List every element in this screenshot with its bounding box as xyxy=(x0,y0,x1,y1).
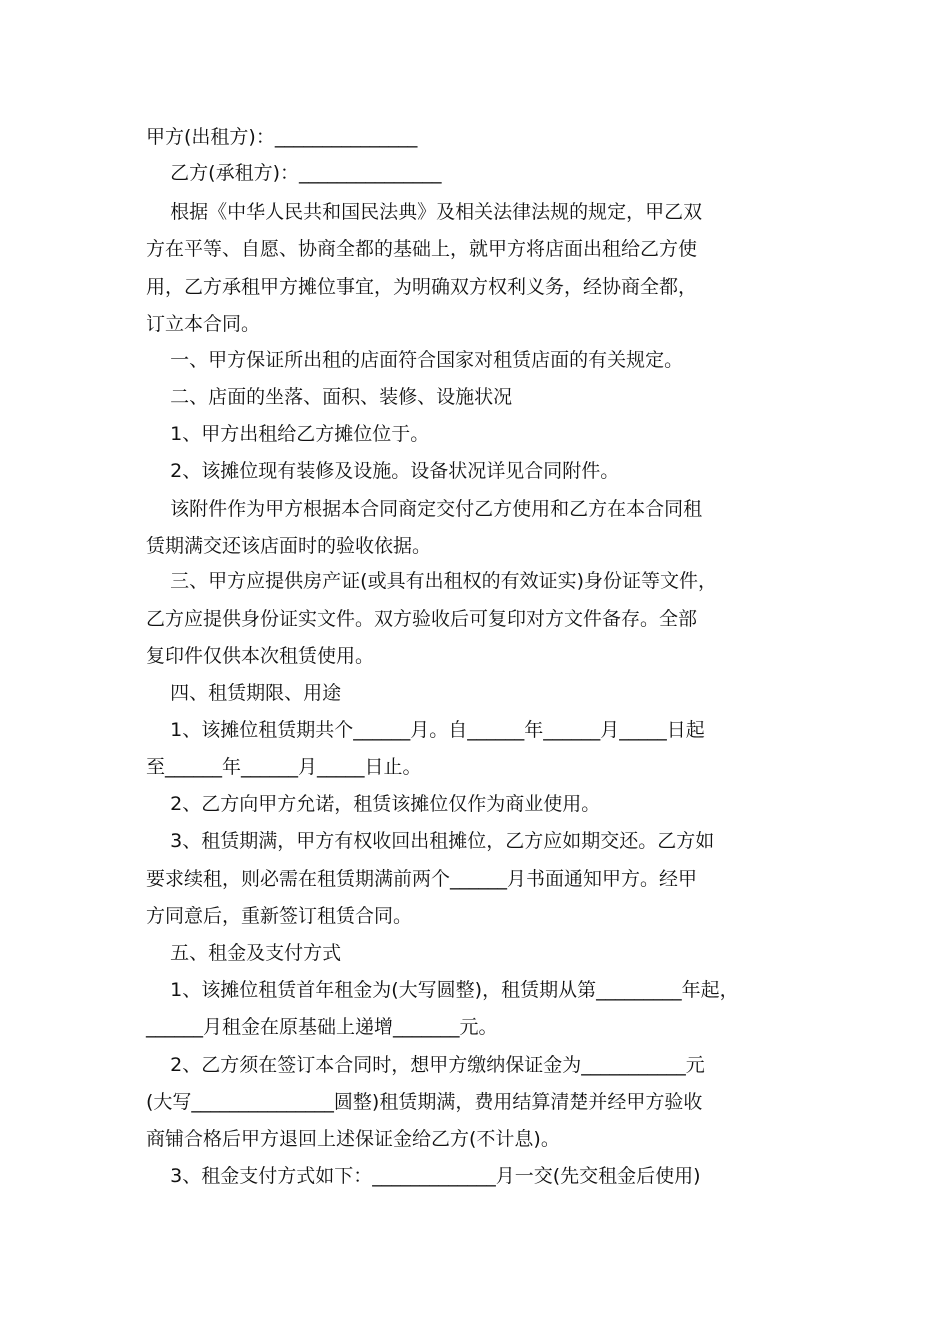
text-line: 方在平等、自愿、协商全都的基础上，就甲方将店面出租给乙方使 xyxy=(146,238,698,260)
text-line: 要求续租，则必需在租赁期满前两个______月书面通知甲方。经甲 xyxy=(146,868,698,890)
text-line: 1、该摊位租赁首年租金为(大写圆整)，租赁期从第_________年起， xyxy=(146,979,739,1001)
text-line: 2、乙方须在签订本合同时，想甲方缴纳保证金为___________元 xyxy=(146,1054,705,1076)
text-line: 3、租金支付方式如下：_____________月一交(先交租金后使用) xyxy=(146,1165,701,1187)
text-line: 四、租赁期限、用途 xyxy=(146,682,342,704)
text-line: 1、该摊位租赁期共个______月。自______年______月_____日起 xyxy=(146,719,705,741)
text-line: 赁期满交还该店面时的验收依据。 xyxy=(146,535,432,557)
text-line: 三、甲方应提供房产证(或具有出租权的有效证实)身份证等文件， xyxy=(146,570,717,592)
text-line: 根据《中华人民共和国民法典》及相关法律法规的规定，甲乙双 xyxy=(146,201,703,223)
text-line: 订立本合同。 xyxy=(146,313,261,335)
text-line: 商铺合格后甲方退回上述保证金给乙方(不计息)。 xyxy=(146,1128,560,1150)
text-line: ______月租金在原基础上递增_______元。 xyxy=(146,1016,498,1038)
text-line: 五、租金及支付方式 xyxy=(146,942,342,964)
text-line: 乙方(承租方)：_______________ xyxy=(146,162,442,184)
text-line: 复印件仅供本次租赁使用。 xyxy=(146,645,375,667)
text-line: 二、店面的坐落、面积、装修、设施状况 xyxy=(146,386,513,408)
text-line: 方同意后，重新签订租赁合同。 xyxy=(146,905,413,927)
text-line: 1、甲方出租给乙方摊位位于。 xyxy=(146,423,430,445)
text-line: 该附件作为甲方根据本合同商定交付乙方使用和乙方在本合同租 xyxy=(146,498,703,520)
text-line: 2、该摊位现有装修及设施。设备状况详见合同附件。 xyxy=(146,460,620,482)
text-line: 用，乙方承租甲方摊位事宜，为明确双方权利义务，经协商全都， xyxy=(146,276,698,298)
text-line: (大写_______________圆整)租赁期满，费用结算清楚并经甲方验收 xyxy=(146,1091,703,1113)
text-line: 2、乙方向甲方允诺，租赁该摊位仅作为商业使用。 xyxy=(146,793,601,815)
text-line: 甲方(出租方)：_______________ xyxy=(146,126,418,148)
text-line: 一、甲方保证所出租的店面符合国家对租赁店面的有关规定。 xyxy=(146,349,684,371)
text-line: 乙方应提供身份证实文件。双方验收后可复印对方文件备存。全部 xyxy=(146,608,698,630)
text-line: 至______年______月_____日止。 xyxy=(146,756,422,778)
text-line: 3、租赁期满，甲方有权收回出租摊位，乙方应如期交还。乙方如 xyxy=(146,830,715,852)
